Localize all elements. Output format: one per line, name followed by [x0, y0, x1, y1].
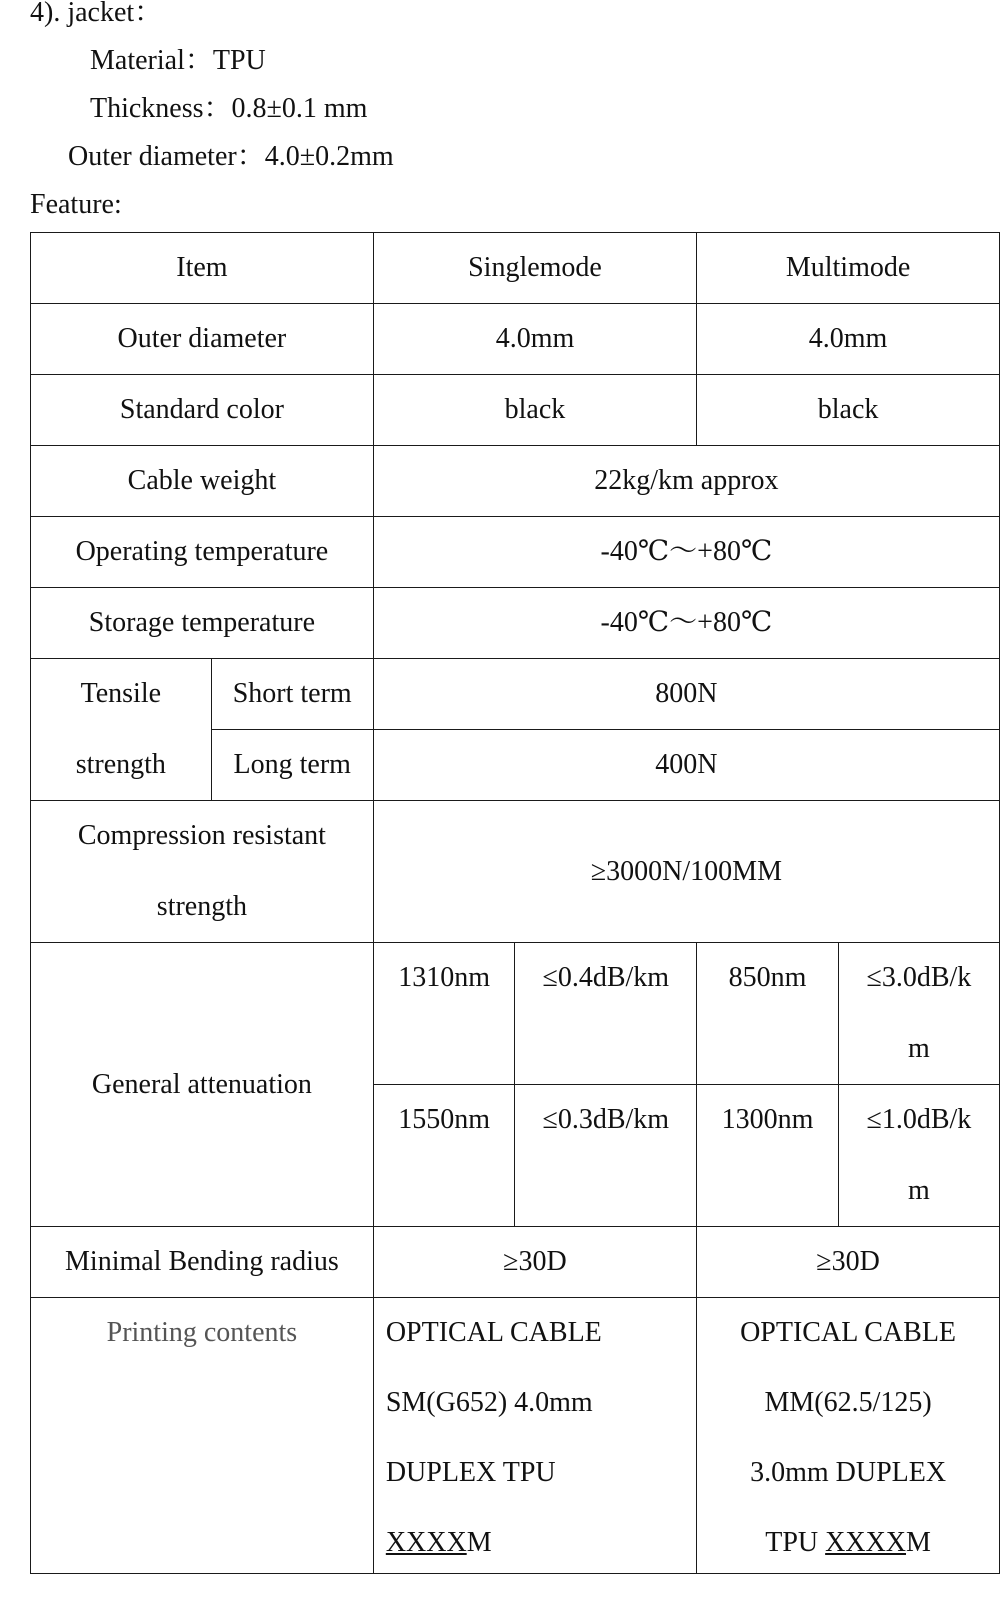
- printing-mm-length-unit: M: [906, 1527, 931, 1558]
- table-row-compression: [31, 801, 1000, 943]
- tensile-label-line1: Tensile: [80, 678, 162, 709]
- cable-weight-label: Cable weight: [31, 446, 374, 517]
- material-line: Material：TPU: [90, 45, 266, 76]
- operating-temperature-label: Operating temperature: [31, 517, 374, 588]
- cable-weight-value: 22kg/km approx: [373, 446, 999, 517]
- header-multimode: Multimode: [697, 233, 1000, 304]
- printing-label: Printing contents: [31, 1298, 374, 1574]
- standard-color-mm: black: [697, 375, 1000, 446]
- tensile-long-label: Long term: [211, 730, 373, 801]
- table-row-header: [31, 233, 1000, 304]
- printing-sm-line2: SM(G652) 4.0mm: [385, 1387, 593, 1418]
- bending-mm: ≥30D: [697, 1227, 1000, 1298]
- printing-mm-line1: OPTICAL CABLE: [740, 1317, 957, 1348]
- table-row-outer-diameter: [31, 304, 1000, 375]
- attenuation-mm-wavelength-2: 1300nm: [697, 1085, 839, 1227]
- outer-diameter-label: Outer diameter: [31, 304, 374, 375]
- tensile-short-label: Short term: [211, 659, 373, 730]
- tensile-short-value: 800N: [373, 659, 999, 730]
- outer-diameter-line: Outer diameter：4.0±0.2mm: [68, 141, 394, 172]
- attenuation-mm-wavelength-1: 850nm: [697, 943, 839, 1085]
- table-row-bending: [31, 1227, 1000, 1298]
- header-singlemode: Singlemode: [373, 233, 696, 304]
- printing-sm-line1: OPTICAL CABLE: [385, 1317, 602, 1348]
- storage-temperature-value: -40℃～+80℃: [373, 588, 999, 659]
- tensile-label-line2: strength: [75, 749, 166, 780]
- bending-sm: ≥30D: [373, 1227, 696, 1298]
- attenuation-mm-value-1-line2: m: [908, 1033, 930, 1064]
- printing-mm-line4: [697, 1526, 999, 1560]
- attenuation-label: General attenuation: [31, 943, 374, 1227]
- printing-sm-length-unit: M: [466, 1527, 492, 1558]
- printing-sm-length-placeholder: XXXX: [385, 1527, 467, 1558]
- tensile-strength-label: [31, 659, 212, 801]
- table-row-attenuation-1: [31, 943, 1000, 1085]
- table-row-cable-weight: [31, 446, 1000, 517]
- printing-mm-prefix: TPU: [765, 1527, 826, 1558]
- table-row-printing: [31, 1298, 1000, 1574]
- thickness-line: Thickness：0.8±0.1 mm: [90, 93, 368, 124]
- attenuation-mm-value-1-line1: ≤3.0dB/k: [866, 962, 972, 993]
- standard-color-sm: black: [373, 375, 696, 446]
- attenuation-sm-value-2: ≤0.3dB/km: [515, 1085, 697, 1227]
- printing-mm-length-placeholder: XXXX: [825, 1527, 907, 1558]
- printing-mm-line2: MM(62.5/125): [764, 1387, 932, 1418]
- bending-label: Minimal Bending radius: [31, 1227, 374, 1298]
- header-item: Item: [31, 233, 374, 304]
- printing-mm: [697, 1298, 1000, 1574]
- compression-label-line1: Compression resistant: [77, 820, 326, 851]
- compression-value: ≥3000N/100MM: [373, 801, 999, 943]
- attenuation-sm-wavelength-2: 1550nm: [373, 1085, 515, 1227]
- attenuation-mm-value-2-line1: ≤1.0dB/k: [866, 1104, 972, 1135]
- outer-diameter-sm: 4.0mm: [373, 304, 696, 375]
- table-row-storage-temperature: [31, 588, 1000, 659]
- printing-sm-line3: DUPLEX TPU: [385, 1457, 556, 1488]
- attenuation-sm-wavelength-1: 1310nm: [373, 943, 515, 1085]
- operating-temperature-value: -40℃～+80℃: [373, 517, 999, 588]
- feature-label: Feature:: [30, 189, 122, 220]
- printing-sm: [373, 1298, 696, 1574]
- standard-color-label: Standard color: [31, 375, 374, 446]
- printing-mm-line3: 3.0mm DUPLEX: [750, 1457, 947, 1488]
- outer-diameter-mm: 4.0mm: [697, 304, 1000, 375]
- printing-sm-line4: [386, 1526, 696, 1560]
- table-row-operating-temperature: [31, 517, 1000, 588]
- jacket-heading: 4). jacket：: [30, 0, 163, 28]
- table-row-tensile-short: [31, 659, 1000, 730]
- compression-label: [31, 801, 374, 943]
- attenuation-mm-value-2-line2: m: [908, 1175, 930, 1206]
- attenuation-sm-value-1: ≤0.4dB/km: [515, 943, 697, 1085]
- compression-label-line2: strength: [156, 891, 248, 922]
- attenuation-mm-value-1: [838, 943, 999, 1085]
- table-row-standard-color: [31, 375, 1000, 446]
- tensile-long-value: 400N: [373, 730, 999, 801]
- storage-temperature-label: Storage temperature: [31, 588, 374, 659]
- feature-table: [30, 232, 1000, 1574]
- attenuation-mm-value-2: [838, 1085, 999, 1227]
